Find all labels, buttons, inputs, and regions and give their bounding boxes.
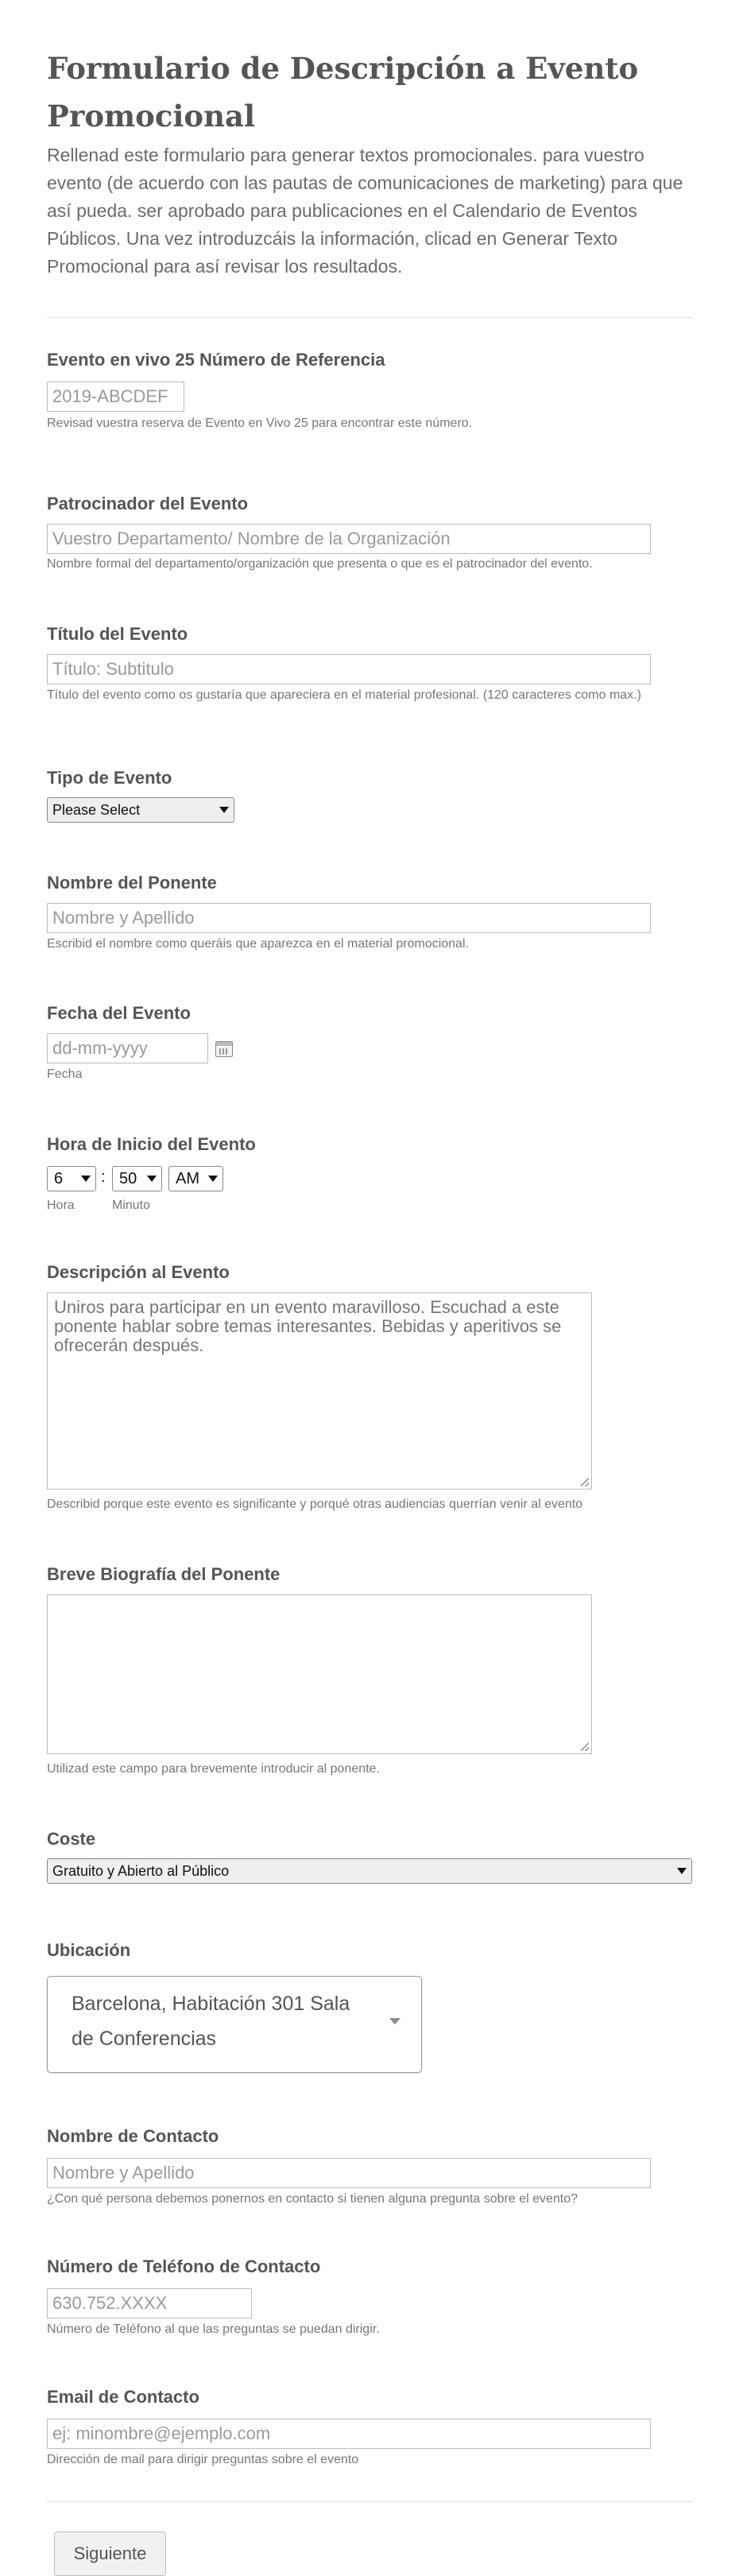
sponsor-input[interactable]: Vuestro Departamento/ Nombre de la Organización	[47, 524, 651, 554]
reference-label: Evento en vivo 25 Número de Referencia	[47, 350, 385, 370]
contact-phone-input[interactable]: 630.752.XXXX	[47, 2288, 252, 2318]
resize-grip-icon[interactable]	[581, 1478, 589, 1486]
contact-name-input[interactable]: Nombre y Apellido	[47, 2158, 651, 2188]
calendar-icon[interactable]	[215, 1041, 233, 1057]
cost-selected: Gratuito y Abierto al Público	[52, 1862, 230, 1879]
event-date-label: Fecha del Evento	[47, 1003, 191, 1023]
event-type-selected: Please Select	[52, 801, 141, 818]
reference-input[interactable]: 2019-ABCDEF	[47, 382, 184, 412]
event-date-input[interactable]: dd-mm-yyyy	[47, 1033, 208, 1063]
cost-select[interactable]	[47, 1858, 692, 1884]
event-title-field	[47, 624, 651, 703]
start-time-label: Hora de Inicio del Evento	[47, 1134, 256, 1154]
contact-phone-field	[47, 2256, 380, 2337]
chevron-down-icon	[219, 807, 229, 813]
description-sublabel: Describid porque este evento es significante y porqué otras audiencias querrían venir al evento	[47, 1497, 583, 1511]
event-type-field	[47, 768, 234, 823]
bio-textarea[interactable]	[47, 1594, 592, 1754]
speaker-name-input[interactable]: Nombre y Apellido	[47, 903, 651, 933]
bio-field	[47, 1564, 592, 1776]
event-title-label: Título del Evento	[47, 624, 188, 644]
chevron-down-icon	[677, 1868, 687, 1874]
event-date-field	[47, 1003, 208, 1082]
contact-phone-sublabel: Número de Teléfono al que las preguntas se puedan dirigir.	[47, 2322, 380, 2336]
hour-select[interactable]	[47, 1166, 96, 1191]
footer-divider	[47, 2501, 692, 2502]
bio-label: Breve Biografía del Ponente	[47, 1564, 281, 1584]
description-text: Uniros para participar en un evento maravilloso. Escuchad a este ponente hablar sobre temas interesantes. Bebidas y aperitivos se ofrecerán después.	[54, 1297, 562, 1355]
speaker-name-field	[47, 873, 651, 951]
location-select[interactable]	[47, 1976, 422, 2073]
chevron-down-icon	[208, 1176, 218, 1182]
description-label: Descripción al Evento	[47, 1262, 230, 1282]
sponsor-field	[47, 494, 651, 571]
start-time-field	[47, 1134, 256, 1155]
form-title: Formulario de Descripción a Evento Promocional	[47, 51, 639, 134]
bio-sublabel: Utilizad este campo para brevemente introducir al ponente.	[47, 1762, 380, 1776]
contact-email-sublabel: Dirección de mail para dirigir preguntas sobre el evento	[47, 2453, 359, 2466]
reference-field	[47, 350, 472, 431]
chevron-down-icon	[389, 2018, 400, 2024]
contact-email-input[interactable]: ej: minombre@ejemplo.com	[47, 2419, 651, 2449]
contact-name-field	[47, 2126, 651, 2206]
next-button[interactable]: Siguiente	[54, 2531, 166, 2576]
event-date-sublabel: Fecha	[47, 1067, 83, 1081]
ampm-select[interactable]	[168, 1166, 223, 1191]
minute-sublabel: Minuto	[112, 1199, 151, 1212]
location-field	[47, 1940, 422, 2073]
speaker-name-sublabel: Escribid el nombre como queráis que aparezca en el material promocional.	[47, 937, 469, 951]
description-textarea[interactable]	[47, 1292, 592, 1489]
location-selected: Barcelona, Habitación 301 Sala de Conferencias	[72, 1993, 350, 2050]
promo-event-form	[0, 0, 739, 281]
sponsor-sublabel: Nombre formal del departamento/organización que presenta o que es el patrocinador del evento.	[47, 557, 593, 571]
hour-selected: 6	[54, 1169, 64, 1187]
chevron-down-icon	[147, 1176, 157, 1182]
resize-grip-icon[interactable]	[581, 1743, 589, 1751]
contact-name-sublabel: ¿Con qué persona debemos ponernos en contacto si tienen alguna pregunta sobre el evento?	[47, 2192, 578, 2206]
contact-email-field	[47, 2387, 651, 2467]
description-field	[47, 1262, 592, 1512]
minute-select[interactable]	[112, 1166, 162, 1191]
cost-field	[47, 1829, 692, 1884]
cost-label: Coste	[47, 1829, 96, 1849]
contact-name-label: Nombre de Contacto	[47, 2126, 219, 2146]
location-label: Ubicación	[47, 1940, 131, 1960]
minute-selected: 50	[119, 1169, 137, 1187]
sponsor-label: Patrocinador del Evento	[47, 494, 249, 513]
header-divider	[47, 317, 692, 318]
speaker-name-label: Nombre del Ponente	[47, 873, 217, 893]
event-type-select[interactable]	[47, 797, 234, 823]
time-separator: :	[101, 1168, 106, 1186]
event-type-label: Tipo de Evento	[47, 768, 172, 788]
contact-email-label: Email de Contacto	[47, 2387, 199, 2407]
ampm-selected: AM	[176, 1169, 199, 1187]
event-title-sublabel: Título del evento como os gustaría que apareciera en el material profesional. (120 caracteres como max.)	[47, 688, 641, 702]
form-intro: Rellenad este formulario para generar textos promocionales. para vuestro evento (de acuerdo con las pautas de comunicaciones de marketing) para que así pueda. ser aprobado para publicaciones en el Calendario de Eventos Públicos. Una vez introduzcáis la información, clicad en Generar Texto Promocional para así revisar los resultados.	[47, 145, 683, 277]
contact-phone-label: Número de Teléfono de Contacto	[47, 2256, 321, 2276]
hour-sublabel: Hora	[47, 1199, 75, 1212]
event-title-input[interactable]: Título: Subtitulo	[47, 654, 651, 684]
chevron-down-icon	[81, 1176, 91, 1182]
reference-sublabel: Revisad vuestra reserva de Evento en Vivo 25 para encontrar este número.	[47, 416, 473, 430]
